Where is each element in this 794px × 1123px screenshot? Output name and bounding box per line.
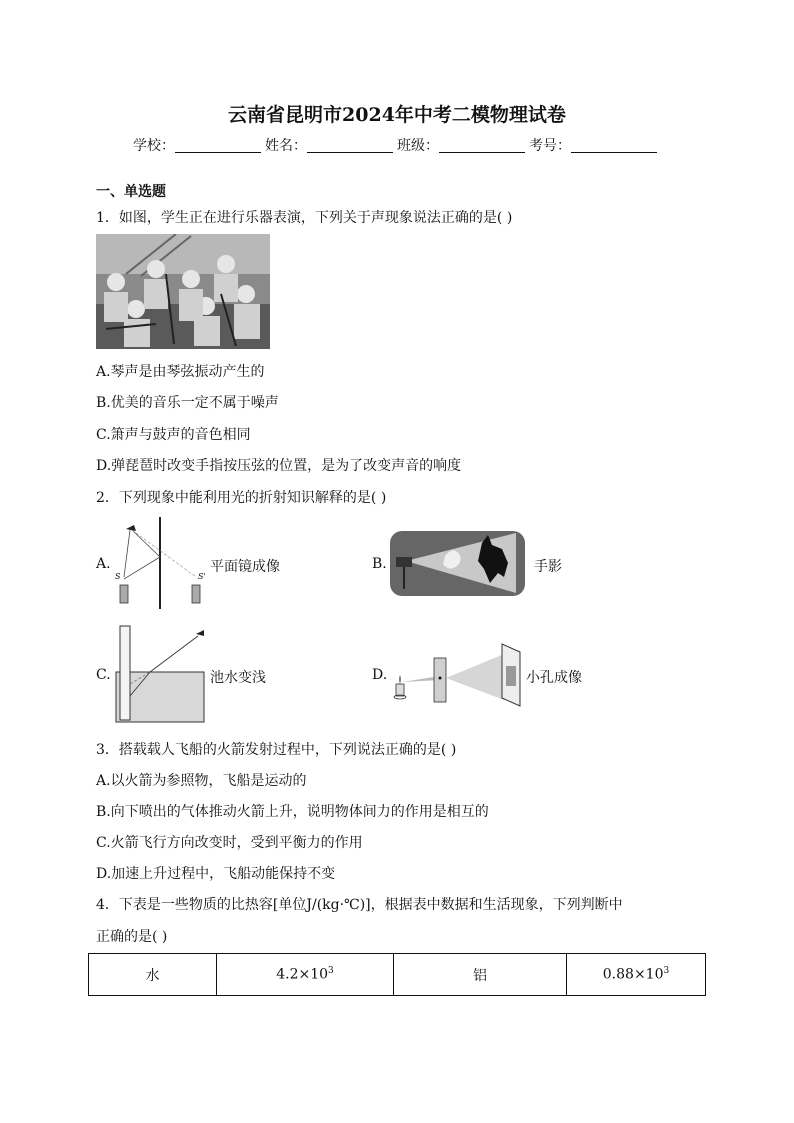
- q3-option-a[interactable]: A.以火箭为参照物，飞船是运动的: [96, 773, 307, 789]
- name-blank[interactable]: [307, 138, 393, 153]
- q2-option-d-caption: 小孔成像: [526, 670, 582, 686]
- source-label: S: [115, 572, 121, 581]
- q3-option-b[interactable]: B.向下喷出的气体推动火箭上升，说明物体间力的作用是相互的: [96, 804, 489, 820]
- q2-option-c-letter[interactable]: C.: [96, 667, 111, 683]
- exam-number-blank[interactable]: [571, 138, 657, 153]
- exam-title: 云南省昆明市2024年中考二模物理试卷: [228, 104, 566, 126]
- q1-option-b[interactable]: B.优美的音乐一定不属于噪声: [96, 395, 279, 411]
- class-label: 班级：: [397, 138, 439, 154]
- q2-option-d-letter[interactable]: D.: [372, 667, 388, 683]
- q1-option-a[interactable]: A.琴声是由琴弦振动产生的: [96, 364, 265, 380]
- student-info-row: [0, 135, 794, 155]
- q1-option-d[interactable]: D.弹琵琶时改变手指按压弦的位置，是为了改变声音的响度: [96, 458, 462, 474]
- hand-shadow-diagram: [390, 531, 525, 596]
- q4-stem-line2: 正确的是( ): [96, 929, 168, 945]
- specific-heat-table: [88, 953, 706, 996]
- music-performance-photo: [96, 234, 270, 349]
- q1-option-c[interactable]: C.箫声与鼓声的音色相同: [96, 427, 251, 443]
- school-label: 学校：: [133, 138, 175, 154]
- q2-stem: 2．下列现象中能利用光的折射知识解释的是( ): [96, 490, 387, 506]
- plane-mirror-diagram: [112, 517, 208, 611]
- exam-number-label: 考号：: [529, 138, 571, 154]
- image-label: S': [198, 572, 206, 581]
- school-blank[interactable]: [175, 138, 261, 153]
- pinhole-imaging-diagram: [388, 640, 524, 708]
- q2-option-a-caption: 平面镜成像: [210, 559, 280, 575]
- q3-option-c[interactable]: C.火箭飞行方向改变时，受到平衡力的作用: [96, 835, 363, 851]
- q3-option-d[interactable]: D.加速上升过程中，飞船动能保持不变: [96, 866, 336, 882]
- q2-option-b-caption: 手影: [534, 559, 562, 575]
- class-blank[interactable]: [439, 138, 525, 153]
- substance-cell: 铝: [394, 954, 567, 996]
- q2-option-b-letter[interactable]: B.: [372, 556, 387, 572]
- name-label: 姓名：: [265, 138, 307, 154]
- substance-cell: 水: [89, 954, 217, 996]
- q2-option-a-letter[interactable]: A.: [96, 556, 111, 572]
- q2-option-c-caption: 池水变浅: [210, 670, 266, 686]
- q3-stem: 3．搭载载人飞船的火箭发射过程中，下列说法正确的是( ): [96, 742, 457, 758]
- table-row: [89, 954, 706, 996]
- q4-stem-line1: 4．下表是一些物质的比热容[单位J/(kg·℃)]，根据表中数据和生活现象，下列判断中: [96, 897, 623, 913]
- value-cell: $4.2\times 10^3$: [217, 954, 394, 996]
- pool-refraction-diagram: [112, 624, 208, 724]
- q1-stem: 1．如图，学生正在进行乐器表演，下列关于声现象说法正确的是( ): [96, 210, 513, 226]
- value-cell: $0.88\times 10^3$: [567, 954, 706, 996]
- section-heading: 一、单选题: [96, 184, 166, 200]
